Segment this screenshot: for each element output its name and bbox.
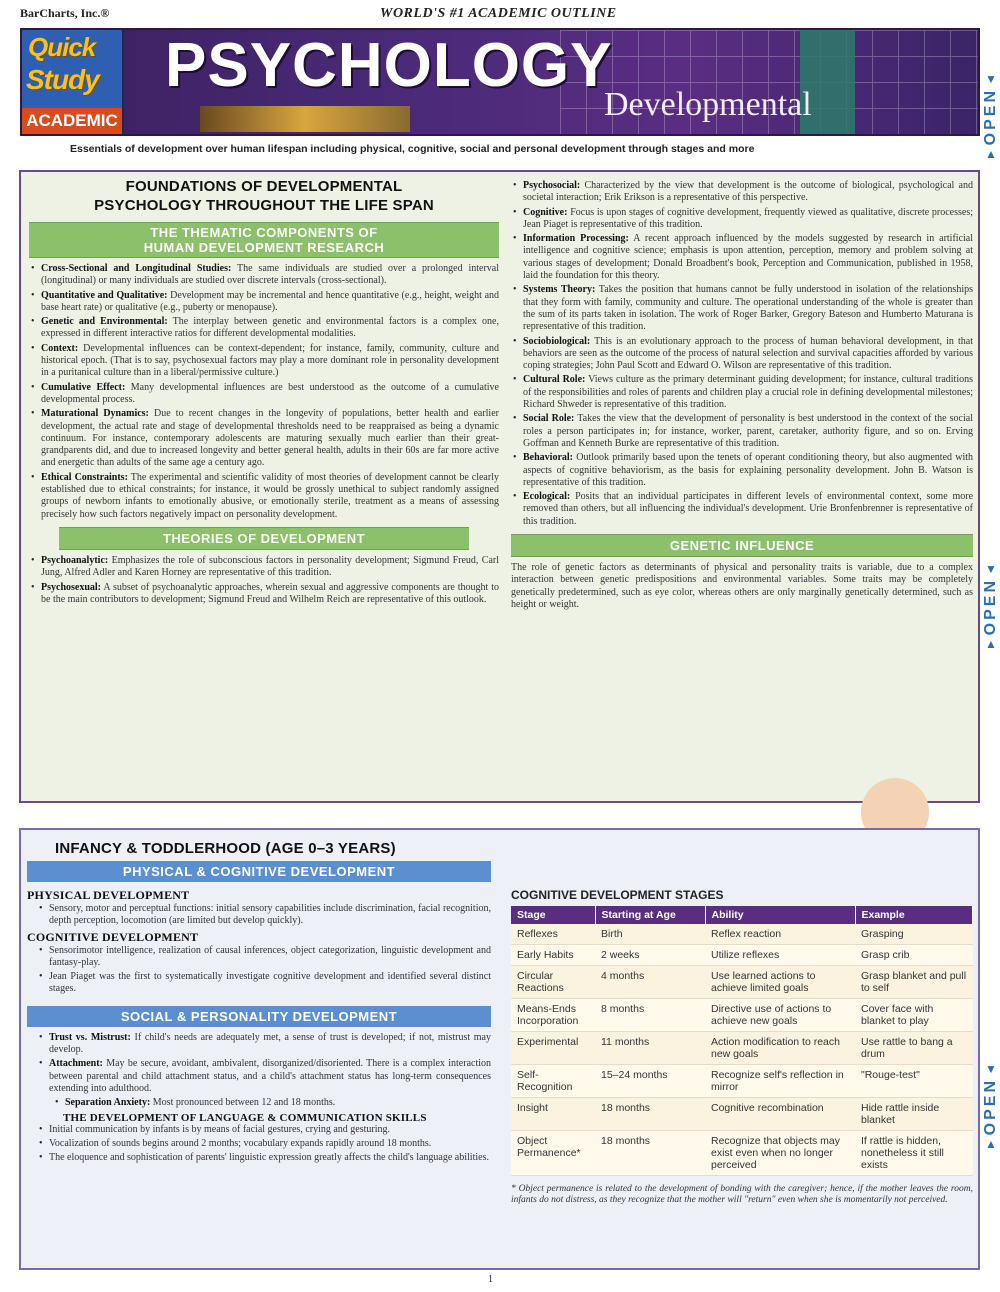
- list-item: • Vocalization of sounds begins around 2 months; vocabulary expands rapidly around 18 months.: [37, 1138, 491, 1150]
- table-header-ability: Ability: [705, 906, 855, 924]
- table-row: Insight 18 months Cognitive recombination Hide rattle inside blanket: [511, 1098, 973, 1131]
- open-tab-label: OPEN: [982, 88, 999, 146]
- stages-section: [511, 888, 973, 1206]
- open-arrow-icon: ▼: [985, 562, 997, 576]
- genetic-heading: GENETIC INFLUENCE: [511, 534, 973, 557]
- foundations-left-column: [29, 178, 499, 608]
- list-item: • Cumulative Effect: Many developmental influences are best understood as the outcome of a cumulative developmental process.: [29, 382, 499, 407]
- list-item: • Cross-Sectional and Longitudinal Studies: The same individuals are studied over a prolonged interval (longitudinal) or many individuals are studied over discrete intervals (cross-sectional).: [29, 263, 499, 288]
- list-item: • Context: Developmental influences can be context-dependent; for instance, family, community, culture and historical epoch. (That is to say, psychosexual factors may play a more dominant role in personality development in a puritanical culture than in a liberal/permissive culture.): [29, 343, 499, 380]
- banner-gold-bar: [200, 106, 410, 132]
- foundations-title-line2: PSYCHOLOGY THROUGHOUT THE LIFE SPAN: [94, 197, 434, 214]
- list-item: • Initial communication by infants is by means of facial gestures, crying and gesturing.: [37, 1124, 491, 1136]
- table-row: Circular Reactions 4 months Use learned actions to achieve limited goals Grasp blanket and pull to self: [511, 966, 973, 999]
- foundations-panel: [19, 170, 980, 803]
- list-item: • Ethical Constraints: The experimental and scientific validity of most theories of development cannot be clearly established due to ethical constraints; for instance, it would be grossly unethical to subject randomly assigned groups of newborn infants to emotionally abusive, or emotionally sterile, treatment as a means of assessing precisely how such factors negatively impact on personality development.: [29, 472, 499, 521]
- table-header-age: Starting at Age: [595, 906, 705, 924]
- physcog-heading: PHYSICAL & COGNITIVE DEVELOPMENT: [27, 861, 491, 882]
- physical-list: [37, 903, 491, 928]
- publisher-name: BarCharts, Inc.®: [20, 6, 110, 20]
- social-list: [37, 1032, 491, 1095]
- open-tab-1[interactable]: [982, 70, 1000, 163]
- logo-study-text: Study: [26, 64, 99, 95]
- infancy-title: INFANCY & TODDLERHOOD (AGE 0–3 YEARS): [55, 840, 396, 857]
- page-subtitle: Developmental: [604, 86, 812, 123]
- table-header-row: [511, 906, 973, 924]
- logo-academic-text: ACADEMIC: [22, 108, 122, 134]
- list-item: • Jean Piaget was the first to systematically investigate cognitive development and identified several distinct stages.: [37, 971, 491, 996]
- list-item: • Maturational Dynamics: Due to recent changes in the longevity of populations, better health and earlier development, the actual rate and stage of developmental thresholds need to be reappraised as being a dynamic continuum. For instance, contemporary adolescents are maturing sexually much earlier than their great-grandparents did, and due to increased longevity and better general health, adults in their 60s are far more active and energetic than adults of the same age a century ago.: [29, 408, 499, 469]
- table-row: Reflexes Birth Reflex reaction Grasping: [511, 924, 973, 945]
- list-item: • Psychosocial: Characterized by the view that development is the outcome of biological, psychological and societal interaction; Erik Erikson is a representative of this perspective.: [511, 180, 973, 205]
- stages-table: [511, 906, 973, 1176]
- list-item: • Behavioral: Outlook primarily based upon the tenets of operant conditioning theory, but also augmented with aspects of cognitive behaviorism, as the basis for explaining personality development. John B. Watson is representative of this tradition.: [511, 452, 973, 489]
- list-item: • Sensorimotor intelligence, realization of causal inferences, object categorization, linguistic development and fantasy-play.: [37, 945, 491, 970]
- page-title: PSYCHOLOGY: [165, 31, 613, 100]
- physical-subheading: PHYSICAL DEVELOPMENT: [27, 888, 190, 902]
- table-header-example: Example: [855, 906, 973, 924]
- open-arrow-icon: ▲: [985, 637, 997, 652]
- open-arrow-icon: ▲: [985, 1137, 997, 1152]
- infancy-panel: [19, 828, 980, 1270]
- table-row: Self-Recognition 15–24 months Recognize self's reflection in mirror "Rouge-test": [511, 1065, 973, 1098]
- list-item: • Cultural Role: Views culture as the primary determinant guiding development; for instance, cultural traditions of the responsibilities and roles of parents and children play a crucial role in defining developmental milestones; Richard Shweder is representative of this tradition.: [511, 374, 973, 411]
- table-row: Early Habits 2 weeks Utilize reflexes Grasp crib: [511, 945, 973, 966]
- open-tab-label: OPEN: [982, 578, 999, 636]
- table-row: Experimental 11 months Action modification to reach new goals Use rattle to bang a drum: [511, 1032, 973, 1065]
- top-tagline: WORLD'S #1 ACADEMIC OUTLINE: [380, 6, 617, 21]
- components-heading-line2: HUMAN DEVELOPMENT RESEARCH: [143, 240, 385, 255]
- table-row: Object Permanence* 18 months Recognize that objects may exist even when no longer perceived If rattle is hidden, nonetheless it still exists: [511, 1131, 973, 1176]
- list-item: • Psychosexual: A subset of psychoanalytic approaches, wherein sexual and aggressive components are thought to be the main contributors to development; Sigmund Freud and Wilhelm Reich are representative of this outlook.: [29, 582, 499, 607]
- list-item: • The eloquence and sophistication of parents' linguistic expression greatly affects the child's language abilities.: [37, 1152, 491, 1164]
- open-tab-label: OPEN: [982, 1078, 999, 1136]
- social-heading: SOCIAL & PERSONALITY DEVELOPMENT: [27, 1006, 491, 1027]
- theories-heading: THEORIES OF DEVELOPMENT: [59, 527, 469, 550]
- open-arrow-icon: ▼: [985, 1062, 997, 1076]
- list-item: • Information Processing: A recent approach influenced by the models suggested by research in artificial intelligence and cognitive science; emphasis is upon attention, perception, memory and problem solving at various stages of development; Donald Broadbent's book, Perception and Communication, published in 1958, laid the foundation for this theory.: [511, 233, 973, 282]
- list-item: • Sensory, motor and perceptual functions: initial sensory capabilities include discrimination, facial recognition, depth perception, locomotion (are limited but develop quickly).: [37, 903, 491, 928]
- components-heading: [29, 222, 499, 258]
- cognitive-subheading: COGNITIVE DEVELOPMENT: [27, 929, 199, 944]
- language-list: [37, 1124, 491, 1165]
- list-item: • Social Role: Takes the view that the development of personality is best understood in the context of the social roles a person participates in; for instance, worker, parent, caretaker, authority figure, and so on. Erving Goffman and Kenneth Burke are representative of this tradition.: [511, 413, 973, 450]
- list-item: • Ecological: Posits that an individual participates in different levels of environmental context, some more removed than others, but all influencing the individual's development. Urie Bronfenbrenner is representative of this tradition.: [511, 491, 973, 528]
- theories-left-list: [29, 555, 499, 606]
- list-item: • Sociobiological: This is an evolutionary approach to the process of human behavioral development, in that behaviors are seen as the outcome of the process of natural selection and survival capacities afforded by various coping strategies; John Paul Scott and Edward O. Wilson are representative of this tradition.: [511, 336, 973, 373]
- infancy-left-column: [27, 840, 491, 1166]
- page-description: Essentials of development over human lifespan including physical, cognitive, social and personal development through stages and more: [70, 143, 755, 155]
- list-item: • Quantitative and Qualitative: Development may be incremental and hence quantitative (e.g., height, weight and base heart rate) or qualitative (e.g., puberty or menopause).: [29, 290, 499, 315]
- list-item: • Psychoanalytic: Emphasizes the role of subconscious factors in personality development; Sigmund Freud, Carl Jung, Alfred Adler and Karen Horney are representative of this tradition.: [29, 555, 499, 580]
- table-row: Means-Ends Incorporation 8 months Directive use of actions to achieve new goals Cover face with blanket to play: [511, 999, 973, 1032]
- language-subheading: THE DEVELOPMENT OF LANGUAGE & COMMUNICATION SKILLS: [63, 1111, 427, 1124]
- genetic-text: The role of genetic factors as determinants of physical and personality traits is variable, due to a complex interaction between genetic predispositions and environmental variables. Some traits may be completely genetically predetermined, such as eye color, whereas others are only marginally genetically determined, such as height or weight.: [511, 562, 973, 610]
- separation-list: [53, 1097, 491, 1109]
- list-item: • Separation Anxiety: Most pronounced between 12 and 18 months.: [53, 1097, 491, 1109]
- foundations-title-line1: FOUNDATIONS OF DEVELOPMENTAL: [125, 178, 403, 195]
- list-item: • Cognitive: Focus is upon stages of cognitive development, frequently viewed as qualitative, discrete processes; Jean Piaget is representative of this tradition.: [511, 207, 973, 232]
- list-item: • Trust vs. Mistrust: If child's needs are adequately met, a sense of trust is developed; if not, mistrust may develop.: [37, 1032, 491, 1057]
- open-arrow-icon: ▼: [985, 72, 997, 86]
- list-item: • Systems Theory: Takes the position that humans cannot be fully understood in isolation of the relationships that they form with family, community and culture. The operational understanding of the whole is greater than the sum of its parts taken in isolation. The work of Roger Barker, Gregory Bateson and Humberto Maturana is representative of this tradition.: [511, 284, 973, 333]
- foundations-right-column: [511, 180, 973, 611]
- open-tab-3[interactable]: [982, 1060, 1000, 1153]
- page-number: 1: [488, 1274, 493, 1285]
- list-item: • Attachment: May be secure, avoidant, ambivalent, disorganized/disoriented. There is a complex interaction between parental and child attachment status, and a child's attachment status has long-term consequences extending into adulthood.: [37, 1058, 491, 1095]
- theories-right-list: [511, 180, 973, 528]
- components-heading-line1: THE THEMATIC COMPONENTS OF: [150, 225, 378, 240]
- cognitive-list: [37, 945, 491, 996]
- open-tab-2[interactable]: [982, 560, 1000, 653]
- stages-footnote: * Object permanence is related to the development of bonding with the caregiver; hence, if the mother leaves the room, infants do not distress, as they recognize that the mother will "return" even when she is momentarily not perceived.: [511, 1184, 973, 1205]
- stages-title: COGNITIVE DEVELOPMENT STAGES: [511, 888, 724, 902]
- components-list: [29, 263, 499, 521]
- open-arrow-icon: ▲: [985, 147, 997, 162]
- quickstudy-logo: [22, 30, 124, 134]
- logo-quick-text: Quick: [28, 32, 96, 62]
- list-item: • Genetic and Environmental: The interplay between genetic and environmental factors is a complex one, expressed in different interactive ratios for different developmental modalities.: [29, 316, 499, 341]
- table-header-stage: Stage: [511, 906, 595, 924]
